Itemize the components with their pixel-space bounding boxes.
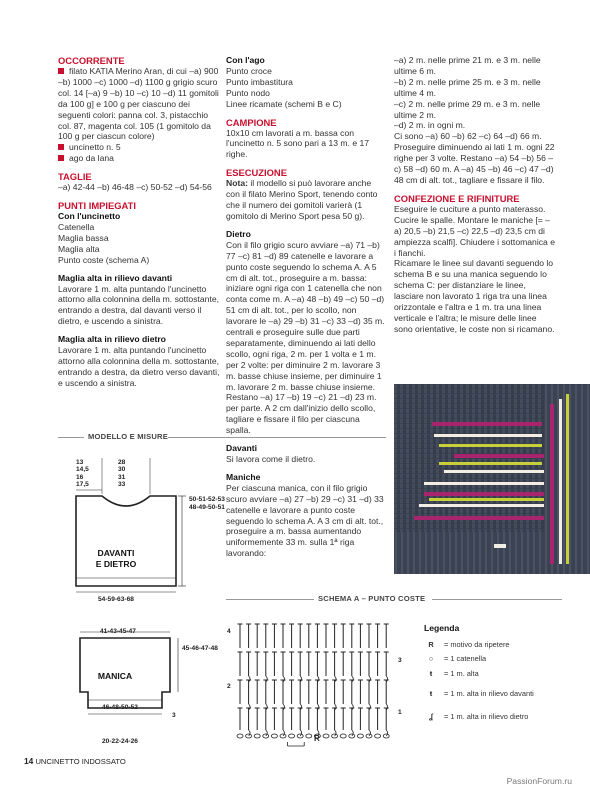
schema-rule-right [432, 599, 562, 600]
schema-row-number: 2 [227, 683, 231, 690]
taglie-title: TAGLIE [58, 171, 92, 183]
sleeve-rib-dim: 3 [172, 712, 176, 719]
legend-title: Legenda [424, 623, 460, 633]
sleeve-bottom-dim-2: 20-22-24-26 [102, 738, 138, 745]
maniche-continued-text: –a) 2 m. nelle prime 21 m. e 3 m. nelle ultime 6 m. –b) 2 m. nelle prime 25 m. e 3 m. nelle ultime 4 m. –c) 2 m. nelle prime 29 m. e 3 m. nelle ultime 2 m. –d) 2 m. in ogni m. Ci sono –a) 60 –b) 62 –c) 64 –d) 66 m. Proseguire diminuendo ai lati 1 m. ogni 22 righe per 3 volte. Restano –a) 54 –b) 56 –c) 58 –d) 60 m. A –a) 45 –b) 46 –c) 47 –d) 48 cm di alt. tot., tagliare e fissare il filo. [394, 55, 555, 185]
legend [424, 623, 584, 733]
ago-line: Punto croce [226, 65, 272, 76]
bullet-square-icon [58, 68, 64, 74]
schema-rule-left [226, 599, 314, 600]
schema-a-chart [226, 618, 406, 748]
front-post-stitch-icon: ŧ [429, 689, 433, 698]
davanti-text: Si lavora come il dietro. [226, 454, 316, 464]
dietro-title: Dietro [226, 228, 251, 239]
maniche-text: Per ciascuna manica, con il filo grigio scuro avviare –a) 27 –b) 29 –c) 31 –d) 33 catenelle e lavorare a punto coste seguendo lo schema A. A 3 cm di alt. tot., proseguire a m. bassa aumentando uniformemente 33 m. sulla 1ª riga lavorando: [226, 482, 384, 559]
maniche-title: Maniche [226, 471, 261, 482]
nota-text: Nota: il modello si può lavorare anche con il filato Merino Sport, tenendo conto che il numero dei gomitoli varierà (1 gomitolo di Merino Sport pesa 50 g). [226, 178, 378, 221]
page-number: 14 [24, 756, 34, 766]
chain-stitch [349, 734, 355, 738]
crochet-sweater-photo [394, 384, 590, 574]
sleeve-top-dim: 41-43-45-47 [100, 628, 136, 635]
post-hook [266, 730, 268, 736]
body-height-dim-2: 48-49-50-51 [189, 504, 225, 511]
body-width-dim: 54-59-63-68 [98, 596, 134, 603]
bullet-square-icon [58, 155, 64, 161]
magazine-name: UNCINETTO INDOSSATO [35, 757, 126, 766]
chain-stitch [357, 734, 363, 738]
modello-title: MODELLO E MISURE [88, 432, 168, 441]
punto-line: Punto coste (schema A) [58, 254, 150, 265]
sleeve-bottom-dim-1: 46-48-50-52 [102, 704, 138, 711]
maglia-rilievo-dietro-title: Maglia alta in rilievo dietro [58, 334, 166, 345]
post-hook [283, 730, 285, 736]
repeat-icon: R [428, 640, 434, 649]
schema-row-number: 4 [227, 628, 231, 635]
left-column [58, 55, 220, 389]
double-crochet-icon: ŧ [429, 669, 433, 678]
repeat-marker: R [314, 734, 320, 743]
chain-stitch [340, 734, 346, 738]
esecuzione-title: ESECUZIONE [226, 167, 287, 179]
chain-stitch [375, 734, 381, 738]
maglia-rilievo-dietro-text: Lavorare 1 m. alta puntando l'uncinetto attorno alla colonnina della m. sottostante, entrando a destra, da dietro verso davanti, e uscendo a sinistra. [58, 345, 220, 388]
occorrente-item: uncinetto n. 5 [58, 142, 220, 153]
chain-stitch [271, 734, 277, 738]
davanti-title: Davanti [226, 443, 258, 454]
manica-label: MANICA [97, 671, 133, 681]
back-post-stitch-icon: ʆ [429, 712, 433, 721]
post-hook [386, 730, 388, 736]
page-footer [24, 756, 126, 766]
maglia-rilievo-davanti-text: Lavorare 1 m. alta puntando l'uncinetto attorno alla colonnina della m. sottostante, entrando a destra, dal davanti verso il dietro, e uscendo a sinistra. [58, 283, 219, 327]
schema-a-title: SCHEMA A – PUNTO COSTE [318, 594, 426, 603]
ago-title: Con l'ago [226, 55, 265, 65]
confezione-text: Eseguire le cuciture a punto materasso. Cucire le spalle. Montare le maniche [= –a) 20,5 –b) 21,5 –c) 22,5 –d) 23,5 cm di ampiezza scalfi]. Chiudere i sottomanica e i fianchi. Ricamare le linee sul davanti seguendo lo schema B e su una manica seguendo lo schema C: per distanziare le linee, lasciare non lavorato 1 riga tra una linea orizzontale e l'altra e 1 m. tra una linea verticale e l'altra; le misure delle linee sono orientative, le coste non si ricamano. [394, 203, 555, 334]
davanti-dietro-label: DAVANTI E DIETRO [95, 548, 137, 569]
legend-item-repeat: R = motivo da ripetere [424, 640, 510, 649]
legend-item-double-crochet: ŧ = 1 m. alta [424, 669, 479, 678]
chain-stitch-icon: ○ [428, 654, 434, 663]
punto-line: Maglia bassa [58, 232, 109, 243]
punti-subtitle: Con l'uncinetto [58, 211, 121, 222]
ago-line: Linee ricamate (schemi B e C) [226, 98, 342, 109]
sleeve-side-dim: 45-46-47-48 [182, 645, 218, 652]
post-hook [369, 730, 371, 736]
post-hook [352, 730, 354, 736]
chain-stitch [263, 734, 269, 738]
neck-dims-left: 13 14,5 16 17,5 [76, 459, 89, 489]
modello-rule-left [58, 437, 84, 438]
legend-item-chain: ○ = 1 catenella [424, 654, 486, 663]
punto-line: Catenella [58, 221, 95, 232]
post-hook [249, 730, 251, 736]
chain-stitch [254, 734, 260, 738]
occorrente-item: ago da lana [58, 153, 220, 164]
post-hook [335, 730, 337, 736]
neck-dims-right: 28 30 31 33 [118, 459, 126, 489]
maglia-rilievo-davanti-title: Maglia alta in rilievo davanti [58, 272, 173, 283]
chain-stitch [289, 734, 295, 738]
ago-line: Punto imbastitura [226, 76, 293, 87]
post-hook [300, 730, 302, 736]
right-column [394, 55, 556, 335]
campione-title: CAMPIONE [226, 116, 277, 128]
measurement-diagram [58, 448, 228, 748]
modello-rule-right [168, 437, 386, 438]
dietro-text: Con il filo grigio scuro avviare –a) 71 –b) 77 –c) 81 –d) 89 catenelle e lavorare a punto coste seguendo lo schema A. A 5 cm di alt. tot., proseguire a m. bassa: iniziare ogni riga con 1 catenella che non conta come m. A –a) 48 –b) 49 –c) 50 –d) 51 cm di alt. tot., per lo scollo, non lavorare le –a) 29 –b) 31 –c) 33 –d) 35 m. centrali e proseguire sulle due parti separatamente, diminuendo ai lati dello scollo, ogni riga, 2 m. per 1 volta e 1 m. per 2 volte: per diminuire 2 m. lavorare 3 m. basse chiuse insieme, per diminuire 1 m. lavorare 2 m. basse chiuse insieme. Restano –a) 17 –b) 19 –c) 21 –d) 23 m. per parte. A 2 cm dall'inizio dello scollo, tagliare e fissare il filo per ciascuna spalla. [226, 239, 385, 436]
confezione-title: CONFEZIONE E RIFINITURE [394, 192, 520, 204]
chain-stitch [323, 734, 329, 738]
taglie-text: –a) 42-44 –b) 46-48 –c) 50-52 –d) 54-56 [58, 182, 212, 193]
schema-row-number: 3 [398, 657, 402, 664]
occorrente-item: filato KATIA Merino Aran, di cui –a) 900 –b) 1000 –c) 1000 –d) 1100 g grigio scuro col. 14 [–a) 9 –b) 10 –c) 10 –d) 11 gomitoli da 100 g] e 100 g per ciascuno dei seguenti colori: panna col. 3, pistacchio col. 87, magenta col. 105 (1 gomitolo da 100 g per ciascun colore) [58, 66, 219, 142]
ago-line: Punto nodo [226, 87, 270, 98]
campione-text: 10x10 cm lavorati a m. bassa con l'uncinetto n. 5 sono pari a 13 m. e 17 righe. [226, 127, 370, 160]
occorrente-title: OCCORRENTE [58, 55, 125, 66]
schema-row-number: 1 [398, 709, 402, 716]
bullet-square-icon [58, 144, 64, 150]
chain-stitch [237, 734, 243, 738]
legend-item-front-post: ŧ = 1 m. alta in rilievo davanti [424, 689, 534, 698]
chain-stitch [306, 734, 312, 738]
legend-item-back-post: ʆ = 1 m. alta in rilievo dietro [424, 712, 528, 721]
middle-column [226, 55, 386, 559]
body-height-dim-1: 50-51-52-53 [189, 496, 225, 503]
watermark: PassionForum.ru [506, 776, 572, 786]
punto-line: Maglia alta [58, 243, 100, 254]
punti-title: PUNTI IMPIEGATI [58, 200, 136, 212]
